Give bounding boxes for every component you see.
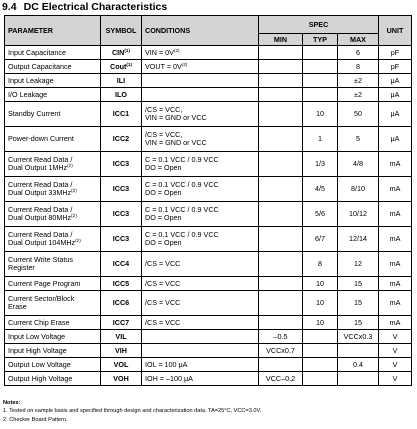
table-row — [5, 74, 412, 88]
cell-min — [259, 316, 303, 330]
cell-max — [338, 344, 379, 358]
cell-typ: 10 — [303, 277, 338, 291]
parameter-line — [8, 303, 97, 311]
cell-max: 12/14 — [338, 227, 379, 252]
condition-line — [145, 260, 255, 268]
note-ref: (2) — [67, 163, 73, 168]
parameter-line — [8, 214, 97, 222]
condition-line — [145, 49, 255, 57]
header-parameter: PARAMETER — [5, 16, 101, 46]
table-row — [5, 177, 412, 202]
condition-text: VIN = 0V — [145, 47, 174, 57]
cell-parameter — [5, 202, 101, 227]
parameter-line: I/O Leakage — [8, 89, 48, 99]
cell-unit: V — [379, 344, 412, 358]
table-row — [5, 46, 412, 60]
condition-line — [145, 114, 255, 122]
parameter-line: Current Read Data / — [8, 180, 73, 190]
symbol-text: VIH — [115, 345, 127, 355]
cell-unit: mA — [379, 277, 412, 291]
symbol-text: ICC3 — [112, 234, 130, 244]
condition-text: /CS = VCC — [145, 298, 181, 308]
table-row — [5, 330, 412, 344]
table-row — [5, 277, 412, 291]
cell-min — [259, 46, 303, 60]
cell-parameter — [5, 60, 101, 74]
condition-text: /CS = VCC — [145, 317, 181, 327]
cell-min — [259, 252, 303, 277]
cell-typ — [303, 372, 338, 386]
symbol-text: ICC2 — [112, 134, 130, 144]
cell-conditions — [142, 202, 259, 227]
cell-conditions — [142, 177, 259, 202]
cell-symbol — [101, 252, 142, 277]
symbol-text: ILO — [115, 89, 127, 99]
parameter-line: Output High Voltage — [8, 373, 73, 383]
cell-max: 4/8 — [338, 152, 379, 177]
table-row — [5, 252, 412, 277]
cell-conditions — [142, 227, 259, 252]
parameter-line: Current Sector/Block — [8, 294, 75, 304]
cell-min — [259, 60, 303, 74]
table-row — [5, 60, 412, 74]
condition-line — [145, 239, 255, 247]
cell-parameter — [5, 291, 101, 316]
cell-typ — [303, 46, 338, 60]
parameter-line: Current Write Status — [8, 255, 73, 265]
cell-parameter — [5, 127, 101, 152]
cell-min: –0.5 — [259, 330, 303, 344]
parameter-line-2: Register — [8, 263, 35, 272]
cell-max: 12 — [338, 252, 379, 277]
cell-typ: 4/5 — [303, 177, 338, 202]
section-number: 9.4 — [2, 1, 17, 13]
cell-min — [259, 277, 303, 291]
cell-min — [259, 358, 303, 372]
cell-conditions — [142, 330, 259, 344]
cell-symbol — [101, 344, 142, 358]
parameter-line — [8, 164, 97, 172]
table-row — [5, 291, 412, 316]
cell-parameter — [5, 227, 101, 252]
condition-line — [145, 299, 255, 307]
cell-parameter — [5, 46, 101, 60]
cell-unit: mA — [379, 291, 412, 316]
symbol-text: ICC1 — [112, 109, 130, 119]
cell-max: 8 — [338, 60, 379, 74]
condition-text: VOUT = 0V — [145, 61, 182, 71]
cell-max: 5 — [338, 127, 379, 152]
condition-text: VIN = GND or VCC — [145, 113, 207, 122]
symbol-text: ICC5 — [112, 278, 130, 288]
symbol-text: ICC3 — [112, 184, 130, 194]
cell-min — [259, 202, 303, 227]
cell-symbol — [101, 277, 142, 291]
cell-parameter — [5, 358, 101, 372]
symbol-text: Cout — [110, 61, 127, 71]
cell-min — [259, 227, 303, 252]
note-1: 1. Tested on sample basis and specified through design and characterization data. TA=25°C, VCC=3.0V. — [3, 408, 262, 415]
header-spec: SPEC — [259, 16, 379, 34]
cell-symbol — [101, 202, 142, 227]
cell-conditions — [142, 277, 259, 291]
cell-symbol — [101, 358, 142, 372]
cell-symbol — [101, 152, 142, 177]
cell-conditions — [142, 252, 259, 277]
cell-unit: μA — [379, 88, 412, 102]
parameter-line: Standby Current — [8, 109, 61, 119]
parameter-line: Current Read Data / — [8, 205, 73, 215]
section-heading — [2, 1, 167, 13]
cell-typ: 1/3 — [303, 152, 338, 177]
condition-text: C = 0.1 VCC / 0.9 VCC — [145, 230, 219, 240]
table-row — [5, 227, 412, 252]
condition-text: DO = Open — [145, 238, 182, 247]
cell-symbol — [101, 372, 142, 386]
notes — [3, 399, 261, 424]
parameter-line: Input Capacitance — [8, 47, 66, 57]
cell-symbol — [101, 291, 142, 316]
symbol-text: ICC3 — [112, 209, 130, 219]
parameter-line: Output Low Voltage — [8, 359, 71, 369]
cell-symbol — [101, 127, 142, 152]
condition-line — [145, 214, 255, 222]
cell-max: 8/10 — [338, 177, 379, 202]
cell-symbol — [101, 330, 142, 344]
note-ref: (2) — [173, 47, 180, 53]
table-row — [5, 202, 412, 227]
cell-symbol — [101, 74, 142, 88]
parameter-line: Current Page Program — [8, 278, 81, 288]
condition-line — [145, 139, 255, 147]
cell-max: 15 — [338, 291, 379, 316]
cell-symbol — [101, 227, 142, 252]
cell-unit: μA — [379, 127, 412, 152]
cell-min — [259, 88, 303, 102]
cell-unit: V — [379, 330, 412, 344]
cell-typ: 5/6 — [303, 202, 338, 227]
header-symbol: SYMBOL — [101, 16, 142, 46]
condition-line — [145, 63, 255, 71]
condition-text: C = 0.1 VCC / 0.9 VCC — [145, 180, 219, 190]
note-ref: (1) — [124, 47, 130, 53]
cell-conditions — [142, 358, 259, 372]
cell-max: 10/12 — [338, 202, 379, 227]
cell-max: 0.4 — [338, 358, 379, 372]
parameter-line: Output Capacitance — [8, 61, 72, 71]
cell-parameter — [5, 152, 101, 177]
dc-characteristics-table — [4, 15, 412, 386]
cell-unit: V — [379, 372, 412, 386]
note-ref: (2) — [181, 61, 188, 67]
cell-conditions — [142, 127, 259, 152]
cell-conditions — [142, 291, 259, 316]
condition-text: IOL = 100 μA — [145, 359, 188, 369]
condition-line — [145, 375, 255, 383]
cell-parameter — [5, 330, 101, 344]
condition-text: VIN = GND or VCC — [145, 138, 207, 147]
condition-line — [145, 280, 255, 288]
parameter-line — [8, 239, 97, 247]
cell-typ: 6/7 — [303, 227, 338, 252]
condition-line — [145, 164, 255, 172]
cell-max: ±2 — [338, 74, 379, 88]
cell-typ: 10 — [303, 291, 338, 316]
cell-unit: mA — [379, 152, 412, 177]
table-row — [5, 358, 412, 372]
cell-unit: V — [379, 358, 412, 372]
cell-parameter — [5, 74, 101, 88]
symbol-text: ILI — [116, 75, 126, 85]
cell-unit: mA — [379, 202, 412, 227]
cell-typ — [303, 60, 338, 74]
cell-unit: μA — [379, 74, 412, 88]
symbol-text: VIL — [115, 331, 127, 341]
cell-min: VCC–0.2 — [259, 372, 303, 386]
cell-parameter — [5, 252, 101, 277]
cell-conditions — [142, 46, 259, 60]
cell-conditions — [142, 344, 259, 358]
note-ref: (2) — [75, 238, 81, 243]
cell-max: 15 — [338, 277, 379, 291]
condition-line — [145, 189, 255, 197]
cell-symbol — [101, 177, 142, 202]
cell-conditions — [142, 74, 259, 88]
note-ref: (2) — [71, 188, 77, 193]
condition-text: C = 0.1 VCC / 0.9 VCC — [145, 205, 219, 215]
cell-unit: pF — [379, 46, 412, 60]
symbol-text: ICC7 — [112, 317, 130, 327]
cell-max: 15 — [338, 316, 379, 330]
note-2: 2. Checker Board Pattern. — [3, 416, 68, 423]
cell-min — [259, 74, 303, 88]
header-typ: TYP — [303, 34, 338, 46]
cell-parameter — [5, 102, 101, 127]
cell-symbol — [101, 88, 142, 102]
condition-text: DO = Open — [145, 188, 182, 197]
table-row — [5, 102, 412, 127]
cell-typ: 1 — [303, 127, 338, 152]
symbol-text: CIN — [111, 47, 125, 57]
condition-text: /CS = VCC, — [145, 130, 183, 140]
cell-conditions — [142, 102, 259, 127]
parameter-line-2: Dual Output 80MHz — [8, 213, 72, 222]
condition-line — [145, 319, 255, 327]
cell-typ: 10 — [303, 102, 338, 127]
cell-conditions — [142, 316, 259, 330]
table-row — [5, 316, 412, 330]
header-max: MAX — [338, 34, 379, 46]
cell-conditions — [142, 372, 259, 386]
cell-typ — [303, 358, 338, 372]
cell-symbol — [101, 102, 142, 127]
parameter-line — [8, 189, 97, 197]
parameter-line: Current Read Data / — [8, 230, 73, 240]
cell-parameter — [5, 88, 101, 102]
cell-typ — [303, 74, 338, 88]
condition-text: IOH = –100 μA — [145, 373, 193, 383]
symbol-text: ICC3 — [112, 159, 130, 169]
header-unit: UNIT — [379, 16, 412, 46]
cell-max: 6 — [338, 46, 379, 60]
condition-text: C = 0.1 VCC / 0.9 VCC — [145, 155, 219, 165]
condition-text: /CS = VCC, — [145, 105, 183, 115]
table-body — [5, 46, 412, 386]
cell-parameter — [5, 372, 101, 386]
cell-max: VCCx0.3 — [338, 330, 379, 344]
condition-line — [145, 361, 255, 369]
note-ref: (2) — [71, 213, 77, 218]
cell-unit: mA — [379, 316, 412, 330]
cell-conditions — [142, 60, 259, 74]
cell-symbol — [101, 316, 142, 330]
parameter-line: Input High Voltage — [8, 345, 67, 355]
condition-text: /CS = VCC — [145, 259, 181, 269]
cell-symbol — [101, 60, 142, 74]
cell-unit: mA — [379, 252, 412, 277]
cell-unit: pF — [379, 60, 412, 74]
header-min: MIN — [259, 34, 303, 46]
cell-min: VCCx0.7 — [259, 344, 303, 358]
cell-unit: mA — [379, 227, 412, 252]
parameter-line: Input Low Voltage — [8, 331, 66, 341]
cell-min — [259, 291, 303, 316]
cell-conditions — [142, 152, 259, 177]
symbol-text: ICC4 — [112, 259, 130, 269]
cell-parameter — [5, 344, 101, 358]
cell-parameter — [5, 177, 101, 202]
parameter-line-2: Dual Output 104MHz — [8, 238, 76, 247]
parameter-line-2: Dual Output 1MHz — [8, 163, 68, 172]
parameter-line: Input Leakage — [8, 75, 54, 85]
parameter-line: Power-down Current — [8, 134, 74, 144]
condition-text: /CS = VCC — [145, 278, 181, 288]
cell-unit: mA — [379, 177, 412, 202]
cell-min — [259, 102, 303, 127]
cell-typ: 8 — [303, 252, 338, 277]
table-row — [5, 152, 412, 177]
note-ref: (1) — [126, 61, 132, 67]
parameter-line-2: Erase — [8, 302, 27, 311]
cell-max: ±2 — [338, 88, 379, 102]
cell-max: 50 — [338, 102, 379, 127]
condition-text: DO = Open — [145, 163, 182, 172]
table-row — [5, 372, 412, 386]
cell-max — [338, 372, 379, 386]
parameter-line: Current Chip Erase — [8, 317, 70, 327]
parameter-line: Current Read Data / — [8, 155, 73, 165]
cell-unit: μA — [379, 102, 412, 127]
notes-title: Notes: — [3, 400, 21, 406]
cell-parameter — [5, 277, 101, 291]
parameter-line-2: Dual Output 33MHz — [8, 188, 72, 197]
symbol-text: ICC6 — [112, 298, 130, 308]
table-row — [5, 88, 412, 102]
table-row — [5, 344, 412, 358]
cell-typ — [303, 330, 338, 344]
condition-text: DO = Open — [145, 213, 182, 222]
cell-typ — [303, 88, 338, 102]
section-title: DC Electrical Characteristics — [23, 1, 168, 13]
cell-min — [259, 127, 303, 152]
cell-typ: 10 — [303, 316, 338, 330]
cell-conditions — [142, 88, 259, 102]
cell-min — [259, 152, 303, 177]
parameter-line — [8, 264, 97, 272]
cell-min — [259, 177, 303, 202]
table-row — [5, 127, 412, 152]
symbol-text: VOH — [113, 373, 129, 383]
cell-typ — [303, 344, 338, 358]
header-conditions: CONDITIONS — [142, 16, 259, 46]
cell-symbol — [101, 46, 142, 60]
cell-parameter — [5, 316, 101, 330]
symbol-text: VOL — [113, 359, 129, 369]
